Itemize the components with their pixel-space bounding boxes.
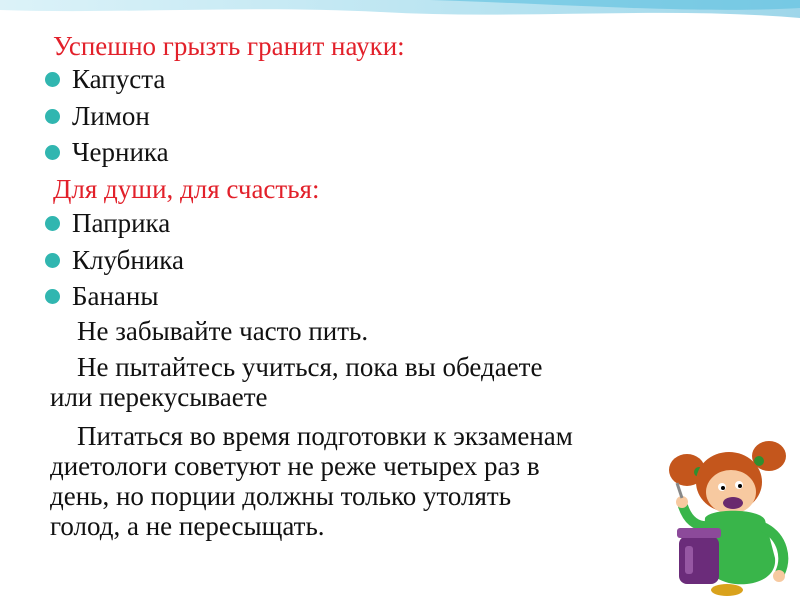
list-item <box>45 137 169 167</box>
list-item <box>45 281 159 311</box>
list-item <box>45 101 150 131</box>
tip-line: Не пытайтесь учиться, пока вы обедаете <box>77 352 543 382</box>
tip-drink <box>50 316 368 346</box>
tip-line: голод, а не пересыщать. <box>50 511 325 541</box>
bullet-icon <box>45 289 60 304</box>
list-item-label: Лимон <box>72 101 150 131</box>
bullet-icon <box>45 109 60 124</box>
list-item <box>45 208 170 238</box>
bullet-icon <box>45 72 60 87</box>
list-item <box>45 245 184 275</box>
list-item-label: Бананы <box>72 281 159 311</box>
tip-study <box>50 352 542 412</box>
tip-line: или перекусываете <box>50 382 268 412</box>
tip-line: Питаться во время подготовки к экзаменам <box>77 421 573 451</box>
tip-exam <box>50 421 573 541</box>
tip-line: диетологи советуют не реже четырех раз в <box>50 451 540 481</box>
tip-line: день, но порции должны только утолять <box>50 481 512 511</box>
bullet-icon <box>45 253 60 268</box>
heading-soul: Для души, для счастья: <box>53 174 320 204</box>
list-item-label: Капуста <box>72 64 166 94</box>
bullet-icon <box>45 216 60 231</box>
list-item-label: Черника <box>72 137 169 167</box>
list-item <box>45 64 165 94</box>
heading-study: Успешно грызть гранит науки: <box>53 31 405 61</box>
list-item-label: Паприка <box>72 208 171 238</box>
bullet-icon <box>45 145 60 160</box>
girl-eating-from-jar-icon <box>665 428 795 598</box>
list-item-label: Клубника <box>72 245 184 275</box>
tip-line: Не забывайте часто пить. <box>77 316 369 346</box>
